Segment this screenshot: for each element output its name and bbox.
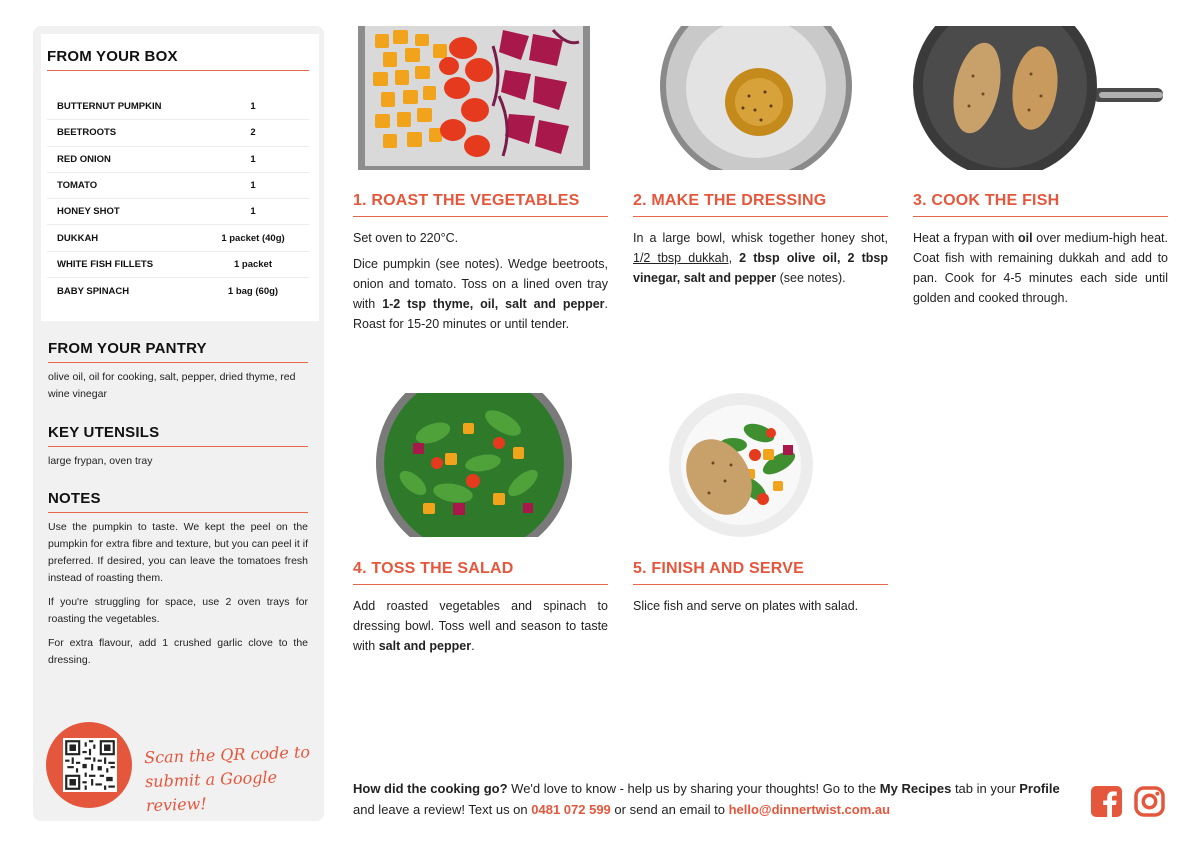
qr-code[interactable] [63,738,117,792]
text-span: or send an email to [610,802,729,817]
ingredients-table [47,94,309,304]
step-3-body [913,228,1168,308]
ingredient-name: HONEY SHOT [57,206,120,218]
text-span: Dice pumpkin (see notes). Wedge beetroots, onion and tomato. Toss on a lined oven tray with [353,257,608,311]
ingredient-qty: 1 [250,153,256,165]
ingredient-row [47,120,309,146]
from-your-box-heading: FROM YOUR BOX [47,48,309,71]
ingredient-qty: 1 [250,101,256,113]
text-span: We'd love to know - help us by sharing your thoughts! Go to the [507,781,880,796]
step-1-body [353,228,608,334]
ingredient-qty: 1 [250,180,256,192]
step-2-body [633,228,888,288]
step-4-photo [353,393,608,537]
step-2-title: 2. MAKE THE DRESSING [633,192,888,217]
ingredient-emphasis: 1-2 tsp thyme, oil, salt and pepper [382,297,605,311]
step-5-paragraph: Slice fish and serve on plates with salad. [633,599,859,613]
text-span: , [728,251,740,265]
text-span: and leave a review! Text us on [353,802,532,817]
ingredient-row [47,147,309,173]
notes-heading: NOTES [48,490,308,513]
instagram-icon[interactable] [1134,786,1165,817]
step-4-title: 4. TOSS THE SALAD [353,560,608,585]
ingredient-row [47,199,309,225]
step-5-title: 5. FINISH AND SERVE [633,560,888,585]
facebook-icon[interactable] [1091,786,1122,817]
ingredient-qty: 1 [250,206,256,218]
notes-paragraph: For extra flavour, add 1 crushed garlic clove to the dressing. [48,637,308,666]
ingredient-qty: 2 [250,127,256,139]
ingredient-row [47,94,309,120]
ingredient-row [47,278,309,304]
notes-section [48,490,308,669]
phone-link[interactable]: 0481 072 599 [531,802,611,817]
notes-paragraph: Use the pumpkin to taste. We kept the peel on the pumpkin for extra fibre and texture, but you can peel it if preferred. If desired, you can leave the tomatoes fresh instead of roasting them. [48,521,308,584]
from-your-box-card [41,34,319,321]
ingredient-qty: 1 packet [233,258,273,270]
ingredient-emphasis: oil [1018,231,1033,245]
pantry-text: olive oil, oil for cooking, salt, pepper, dried thyme, red wine vinegar [48,371,296,400]
step-1-title: 1. ROAST THE VEGETABLES [353,192,608,217]
profile-link[interactable]: Profile [1019,781,1060,796]
step-4-paragraph [353,596,608,656]
step-1-paragraph [353,254,608,334]
utensils-section [48,424,308,470]
step-1-photo [353,26,608,170]
text-span: . [471,639,475,653]
text-span: . Roast for 15-20 minutes or until tender. [353,297,608,331]
ingredient-row [47,252,309,278]
text-span: over medium-high heat. Coat fish with remaining dukkah and add to pan. Cook for 4-5 minutes each side until golden and cooked through. [913,231,1168,305]
ingredient-name: BUTTERNUT PUMPKIN [57,101,162,113]
step-3-title: 3. COOK THE FISH [913,192,1168,217]
ingredient-name: RED ONION [57,153,111,165]
ingredient-emphasis: salt and pepper [378,639,472,653]
footer-question: How did the cooking go? [353,781,508,796]
utensils-text: large frypan, oven tray [48,455,153,467]
ingredient-row [47,225,309,251]
ingredient-row [47,173,309,199]
ingredient-name: DUKKAH [57,232,99,244]
step-5-body [633,596,888,616]
my-recipes-link[interactable]: My Recipes [879,781,952,796]
step-4-body [353,596,608,656]
text-span: Heat a frypan with [913,231,1019,245]
review-footer [353,778,1073,820]
ingredient-name: BEETROOTS [57,127,117,139]
text-span: Add roasted vegetables and spinach to dressing bowl. Toss well and season to taste with [353,599,608,653]
text-span: tab in your [951,781,1020,796]
step-5-photo [633,393,888,537]
ingredient-underlined: 1/2 tbsp dukkah [633,251,729,265]
step-3-paragraph [913,228,1168,308]
step-2-paragraph [633,228,888,288]
qr-badge [46,722,132,808]
ingredient-name: BABY SPINACH [57,285,130,297]
step-3-photo [913,26,1168,170]
qr-caption-line: submit a Google review! [144,767,278,816]
pantry-section [48,340,308,402]
ingredient-emphasis: 2 tbsp olive oil, 2 tbsp vinegar, salt and pepper [633,251,888,285]
text-span: In a large bowl, whisk together honey shot, [633,231,888,245]
utensils-heading: KEY UTENSILS [48,424,308,447]
qr-caption [144,740,325,818]
email-link[interactable]: hello@dinnertwist.com.au [728,802,891,817]
ingredient-name: WHITE FISH FILLETS [57,258,154,270]
pantry-heading: FROM YOUR PANTRY [48,340,308,363]
step-2-photo [633,26,888,170]
ingredient-qty: 1 bag (60g) [227,285,279,297]
ingredient-name: TOMATO [57,180,98,192]
step-1-line: Set oven to 220°C. [353,231,459,245]
text-span: (see notes). [776,271,846,285]
notes-paragraph: If you're struggling for space, use 2 oven trays for roasting the vegetables. [48,596,308,625]
qr-caption-line: Scan the QR code to [143,742,311,768]
sidebar [33,26,324,821]
ingredient-qty: 1 packet (40g) [221,232,285,244]
